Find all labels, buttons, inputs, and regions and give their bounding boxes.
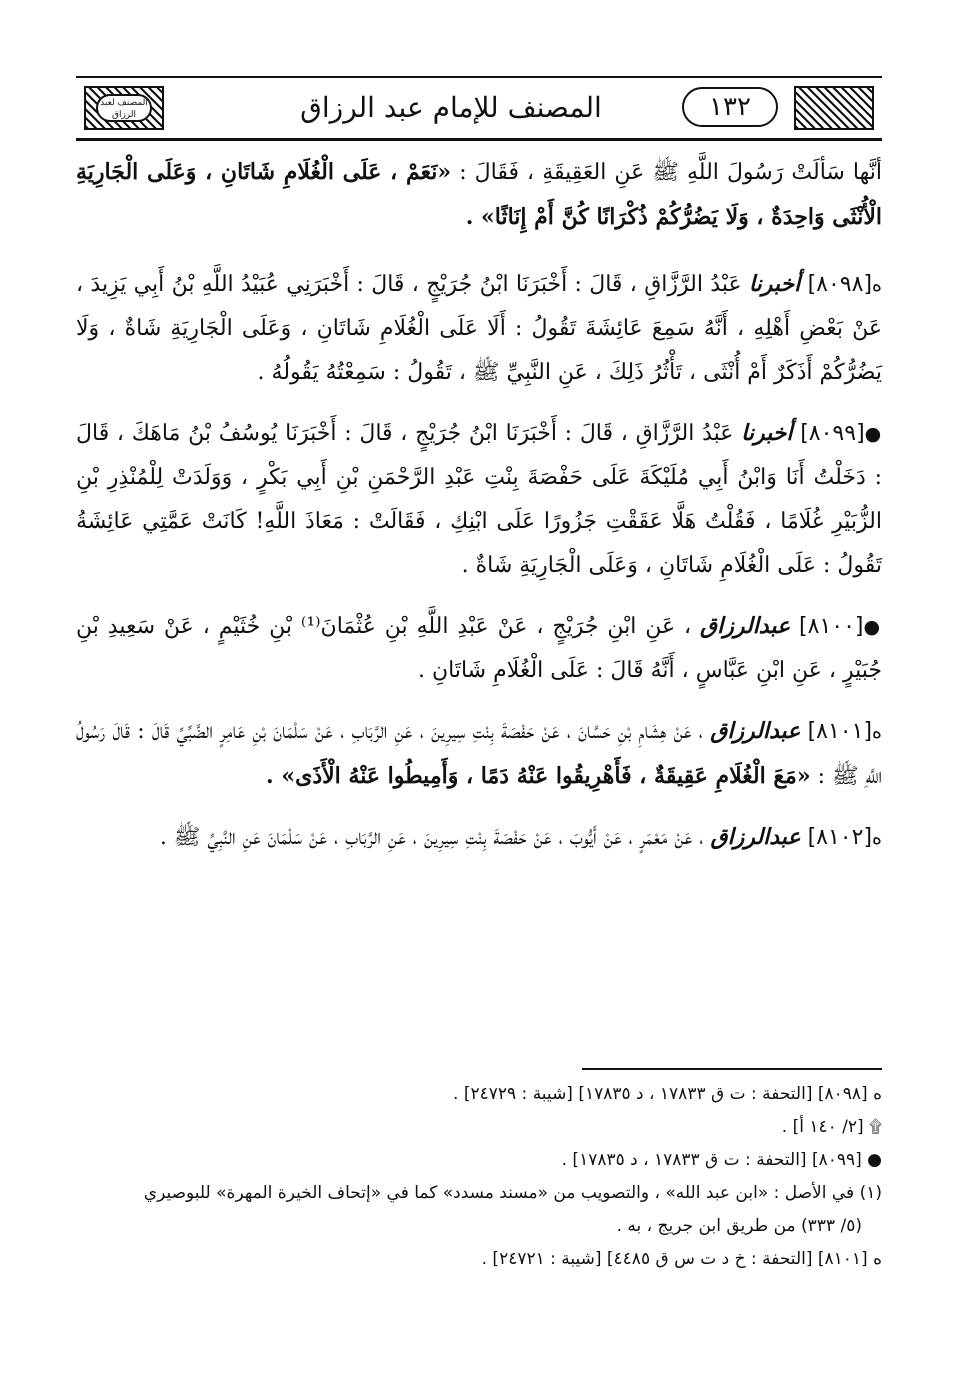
header-ornament-right <box>794 86 874 130</box>
hadith-text: ، عَنِ ابْنِ جُرَيْجٍ ، عَنْ عَبْدِ اللَّهِ بْنِ عُثْمَانَ⁽¹⁾ بْنِ خُثَيْمٍ ، عَنْ سَعِيدِ بْنِ جُبَيْرٍ ، عَنِ ابْنِ عَبَّاسٍ ، أَنَّهُ قَالَ : عَلَى الْغُلَامِ شَاتَانِ . <box>76 614 882 683</box>
hadith-8098 <box>76 262 882 395</box>
hadith-text: عَبْدُ الرَّزَّاقِ ، قَالَ : أَخْبَرَنَا ابْنُ جُرَيْجٍ ، قَالَ : أَخْبَرَنِي عُبَيْدُ اللَّهِ بْنُ أَبِي يَزِيدَ ، عَنْ بَعْضِ أَهْلِهِ ، أَنَّهُ سَمِعَ عَائِشَةَ تَقُولُ : أَلَا عَلَى الْغُلَامِ شَاتَانِ ، وَعَلَى الْجَارِيَةِ شَاةٌ ، وَلَا يَضُرُّكُمْ أَذَكَرٌ أَمْ أُنْثَى ، تَأْثُرُ ذَلِكَ ، عَنِ النَّبِيِّ ﷺ ، تَقُولُ : سَمِعْتُهُ يَقُولُهُ . <box>76 272 882 385</box>
header-ornament-left <box>84 86 164 130</box>
hadith-text: عَبْدُ الرَّزَّاقِ ، قَالَ : أَخْبَرَنَا ابْنُ جُرَيْجٍ ، قَالَ : أَخْبَرَنَا يُوسُفُ بْنُ مَاهَكَ ، قَالَ : دَخَلْتُ أَنَا وَابْنُ أَبِي مُلَيْكَةَ عَلَى حَفْصَةَ بِنْتِ عَبْدِ الرَّحْمَنِ بْنِ أَبِي بَكْرٍ ، وَوَلَدَتْ لِلْمُنْذِرِ بْنِ الزُّبَيْرِ غُلَامًا ، فَقُلْتُ هَلَّا عَقَقْتِ جَزُورًا عَلَى ابْنِكِ ، فَقَالَتْ : مَعَاذَ اللَّهِ! كَانَتْ عَمَّتِي عَائِشَةُ تَقُولُ : عَلَى الْغُلَامِ شَاتَانِ ، وَعَلَى الْجَارِيَةِ شَاةٌ . <box>76 421 882 578</box>
footnote-line: ه [٨٠٩٨] [التحفة : ت ق ١٧٨٣٣ ، د ١٧٨٣٥] [شيبة : ٢٤٧٢٩] . <box>453 1084 882 1104</box>
hadith-abbr: عبدالرزاق <box>710 824 801 850</box>
page-number: ١٣٢ <box>682 87 778 127</box>
hadith-abbr: عبدالرزاق <box>710 718 801 744</box>
ornament-cartouche: المصنف لعبد الرزاق <box>96 94 152 122</box>
hadith-abbr: أخبرنا <box>748 271 801 297</box>
intro-text: أنَّها سَألَتْ رَسُولَ اللَّهِ ﷺ عَنِ العَقِيقَةِ ، فَقَالَ : <box>451 160 883 185</box>
page-header <box>76 76 882 142</box>
footnote-line: (١) في الأصل : «ابن عبد الله» ، والتصويب من «مسند مسدد» كما في «إتحاف الخيرة المهرة» للبوصيري <box>143 1183 882 1203</box>
hadith-number: [٨١٠١] <box>807 719 873 744</box>
hadith-abbr: عبدالرزاق <box>700 613 791 639</box>
hadith-marker: ه <box>872 721 882 743</box>
hadith-text: ، عَنْ هِشَامِ بْنِ حَسَّانَ ، عَنْ حَفْصَةَ بِنْتِ سِيرِينَ ، عَنِ الرَّبَابِ ، عَنْ سَلْمَانَ بْنِ عَامِرٍ الضَّبِّيِّ قَالَ : قَالَ رَسُولُ اللَّهِ ﷺ : <box>76 719 882 789</box>
hadith-marker: ● <box>864 423 882 445</box>
hadith-number: [٨١٠٠] <box>799 614 864 639</box>
hadith-number: [٨٠٩٩] <box>800 421 865 446</box>
running-title: المصنف للإمام عبد الرزاق <box>300 91 602 124</box>
footnotes <box>90 1078 882 1276</box>
hadith-8102 <box>76 815 882 860</box>
footnote-line: ● [٨٠٩٩] [التحفة : ت ق ١٧٨٣٣ ، د ١٧٨٣٥] . <box>561 1150 882 1170</box>
hadith-marker: ه <box>872 827 882 849</box>
main-text <box>76 150 882 876</box>
footnote-separator <box>582 1068 882 1070</box>
footnote-line: ۩ [٢/ ١٤٠ أ] . <box>781 1117 882 1137</box>
hadith-8101 <box>76 709 882 799</box>
header-bottom-rule <box>76 138 882 141</box>
footnote-line: ه [٨١٠١] [التحفة : خ د ت س ق ٤٤٨٥] [شيبة : ٢٤٧٢١] . <box>481 1249 882 1269</box>
hadith-number: [٨٠٩٨] <box>807 272 873 297</box>
hadith-text: ، عَنْ مَعْمَرٍ ، عَنْ أَيُّوبَ ، عَنْ حَفْصَةَ بِنْتِ سِيرِينَ ، عَنِ الرَّبَابِ ، عَنْ سَلْمَانَ عَنِ النَّبِيِّ ﷺ . <box>159 825 704 850</box>
hadith-8099 <box>76 411 882 588</box>
header-top-rule <box>76 76 882 78</box>
hadith-number: [٨١٠٢] <box>807 825 873 850</box>
hadith-marker: ه <box>872 274 882 296</box>
prophetic-quote: «مَعَ الْغُلَامِ عَقِيقَةٌ ، فَأَهْرِيقُوا عَنْهُ دَمًا ، وَأَمِيطُوا عَنْهُ الْأَذَى» . <box>266 763 811 789</box>
hadith-8100 <box>76 604 882 693</box>
hadith-marker: ● <box>863 616 882 638</box>
prophetic-quote: «نَعَمْ ، عَلَى الْغُلَامِ شَاتَانِ ، وَعَلَى الْجَارِيَةِ الْأُنْثَى وَاحِدَةٌ ، وَلَا يَضُرُّكُمْ ذُكْرَانًا كُنَّ أَمْ إِنَاثًا» . <box>76 159 882 230</box>
intro-paragraph <box>76 150 882 240</box>
hadith-abbr: أخبرنا <box>741 420 793 446</box>
footnote-line: (٥/ ٣٣٣) من طريق ابن جريج ، به . <box>616 1216 862 1236</box>
